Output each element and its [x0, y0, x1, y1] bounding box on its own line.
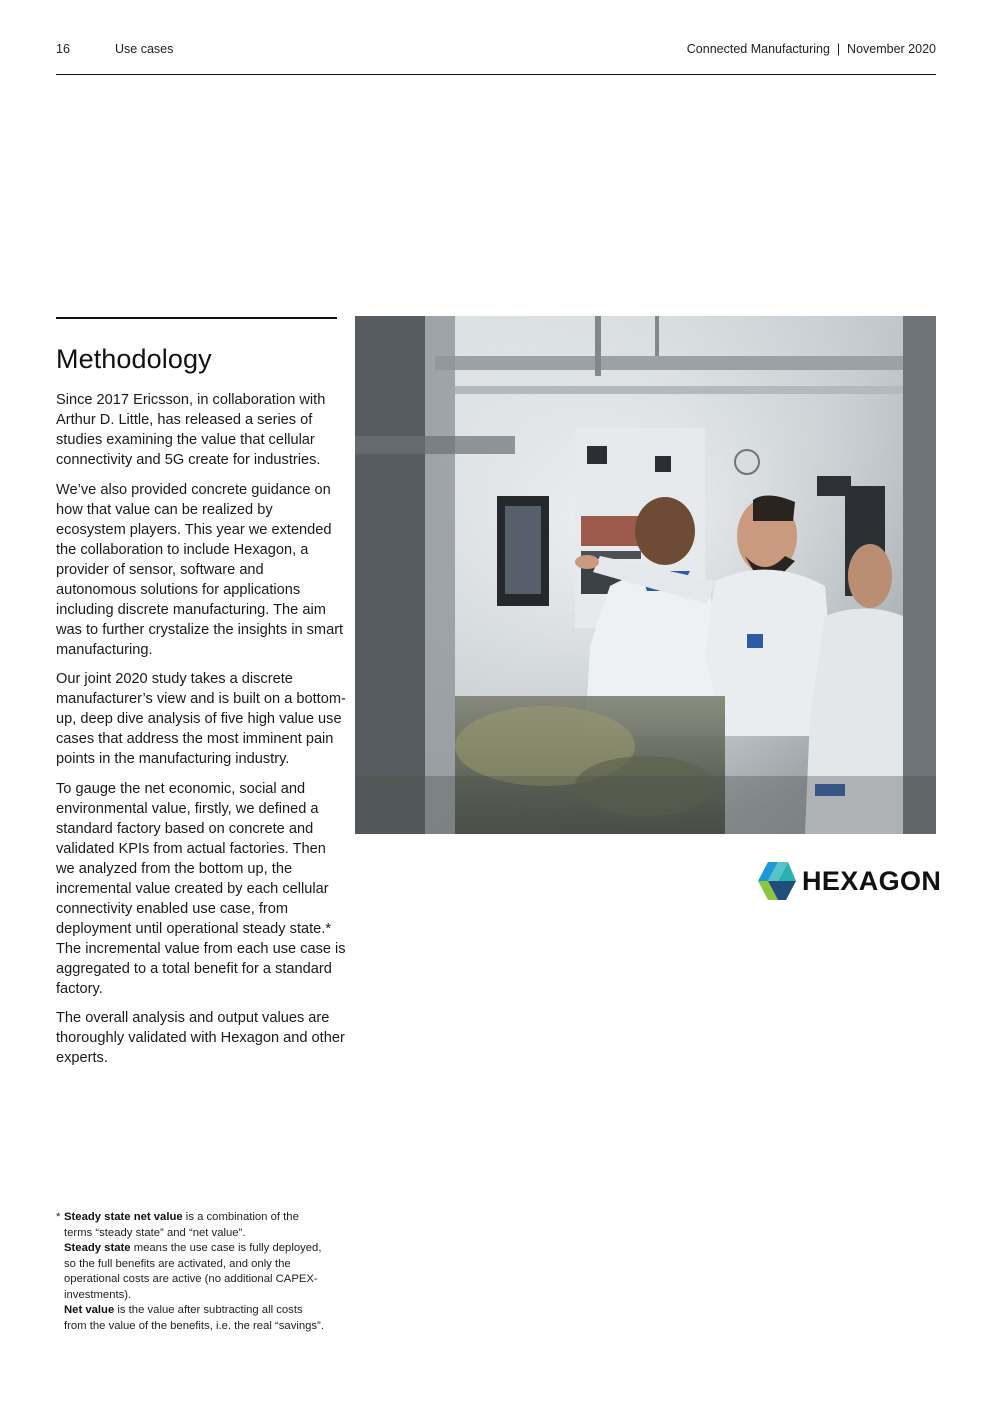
- section-divider: [56, 317, 337, 319]
- section-name: Use cases: [115, 42, 174, 56]
- footnote-text: is a combination of the terms “steady state” and “net value”.: [64, 1211, 299, 1239]
- body-paragraph: Our joint 2020 study takes a discrete manufacturer’s view and is built on a bottom-up, deep dive analysis of five high value use cases that address the most imminent pain points in the manufacturing industry.: [56, 671, 346, 767]
- hexagon-mark-icon: [758, 859, 798, 903]
- hexagon-logo: [758, 859, 942, 903]
- footnote-term: Net value: [64, 1304, 115, 1316]
- methodology-body: [56, 390, 346, 1078]
- body-paragraph: We’ve also provided concrete guidance on how that value can be realized by ecosystem players. This year we extended the collaboration to include Hexagon, a provider of sensor, software and autonomous solutions for applications including discrete manufacturing. The aim was to further crystalize the insights in smart manufacturing.: [56, 481, 344, 658]
- hexagon-wordmark: HEXAGON: [802, 866, 942, 896]
- body-paragraph: Since 2017 Ericsson, in collaboration with Arthur D. Little, has released a series of studies examining the value that cellular connectivity and 5G create for industries.: [56, 392, 326, 468]
- document-info: Connected Manufacturing | November 2020: [686, 42, 936, 56]
- footnote-term: Steady state net value: [64, 1211, 183, 1223]
- footnote: [56, 1210, 324, 1334]
- page-header: [56, 42, 936, 60]
- footnote-text: means the use case is fully deployed, so the full benefits are activated, and only the operational costs are active (no additional CAPEX-investments).: [64, 1242, 322, 1301]
- footnote-text: is the value after subtracting all costs from the value of the benefits, i.e. the real “savings”.: [64, 1304, 324, 1332]
- footnote-marker: *: [56, 1211, 61, 1223]
- section-title: Methodology: [56, 344, 212, 374]
- factory-engineers-photo: [355, 316, 936, 834]
- page-number: 16: [56, 42, 70, 56]
- header-divider: [56, 74, 936, 75]
- body-paragraph: To gauge the net economic, social and environmental value, firstly, we defined a standard factory based on concrete and validated KPIs from actual factories. Then we analyzed from the bottom up, the incremental value created by each cellular connectivity enabled use case, from deployment until operational steady state.* The incremental value from each use case is aggregated to a total benefit for a standard factory.: [56, 780, 346, 997]
- body-paragraph: The overall analysis and output values are thoroughly validated with Hexagon and other experts.: [56, 1010, 345, 1066]
- footnote-term: Steady state: [64, 1242, 131, 1254]
